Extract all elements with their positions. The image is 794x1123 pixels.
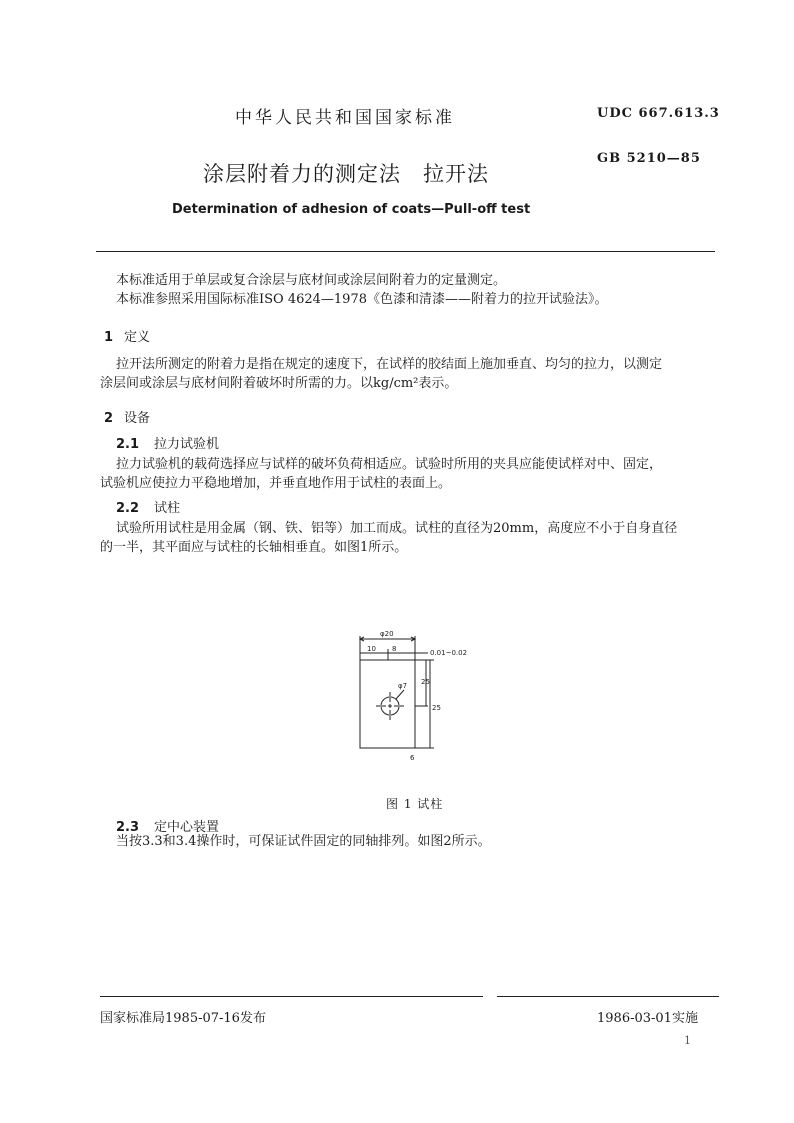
section-1-heading bbox=[104, 326, 150, 345]
column-outline bbox=[360, 660, 415, 748]
section-2-2-heading bbox=[116, 497, 180, 516]
dim-height-label: 25 bbox=[421, 678, 430, 686]
national-standard-heading: 中华人民共和国国家标准 bbox=[235, 108, 455, 128]
figure-mark-label: 6 bbox=[410, 754, 415, 762]
subsection-title: 定中心装置 bbox=[154, 820, 220, 835]
intro-line-1: 本标准适用于单层或复合涂层与底材间或涂层间附着力的定量测定。 bbox=[116, 273, 507, 288]
section-title: 定义 bbox=[124, 330, 151, 345]
page-number: 1 bbox=[684, 1034, 691, 1047]
dim-left-label: 10 bbox=[367, 645, 376, 653]
section-1-line-2: 涂层间或涂层与底材间附着破坏时所需的力。以kg/cm²表示。 bbox=[100, 376, 458, 391]
header-divider bbox=[96, 251, 715, 252]
footer-divider-left bbox=[100, 996, 483, 997]
subsection-title: 拉力试验机 bbox=[154, 437, 220, 452]
subsection-number: 2.2 bbox=[116, 501, 140, 516]
dim-diameter-label: φ20 bbox=[380, 630, 394, 638]
subsection-title: 试柱 bbox=[154, 501, 181, 516]
section-2-3-line-1: 当按3.3和3.4操作时，可保证试件固定的同轴排列。如图2所示。 bbox=[116, 834, 491, 849]
dim-side-label: 25 bbox=[432, 704, 441, 712]
section-2-2-line-2: 的一半，其平面应与试柱的长轴相垂直。如图1所示。 bbox=[100, 540, 408, 555]
dim-tolerance-label: 0.01~0.02 bbox=[430, 649, 468, 657]
title-sub: 拉开法 bbox=[423, 162, 489, 186]
section-1-line-1: 拉开法所测定的附着力是指在规定的速度下，在试样的胶结面上施加垂直、均匀的拉力，以测定 bbox=[116, 357, 663, 372]
figure-1-caption: 图 1 试柱 bbox=[386, 797, 444, 811]
section-2-2-line-1: 试验所用试柱是用金属（钢、铁、铝等）加工而成。试柱的直径为20mm，高度应不小于自身直径 bbox=[116, 521, 678, 536]
section-number: 1 bbox=[104, 330, 114, 345]
section-number: 2 bbox=[104, 411, 114, 426]
section-2-1-heading bbox=[116, 433, 219, 452]
intro-line-2: 本标准参照采用国际标准ISO 4624—1978《色漆和清漆——附着力的拉开试验法》。 bbox=[116, 292, 608, 307]
document-title-english: Determination of adhesion of coats—Pull-off test bbox=[172, 202, 531, 217]
issued-date: 国家标准局1985-07-16发布 bbox=[100, 1011, 266, 1026]
dim-hole-label: φ7 bbox=[398, 682, 408, 690]
udc-code: UDC 667.613.3 bbox=[597, 106, 720, 121]
title-main: 涂层附着力的测定法 bbox=[203, 162, 401, 186]
subsection-number: 2.3 bbox=[116, 820, 140, 835]
section-2-1-line-2: 试验机应使拉力平稳地增加，并垂直地作用于试柱的表面上。 bbox=[100, 476, 452, 491]
section-title: 设备 bbox=[124, 411, 151, 426]
footer-divider-right bbox=[497, 996, 719, 997]
document-title bbox=[203, 158, 489, 188]
section-2-1-line-1: 拉力试验机的载荷选择应与试样的破坏负荷相适应。试验时所用的夹具应能使试样对中、固定， bbox=[116, 457, 663, 472]
figure-1-test-column-drawing bbox=[350, 628, 490, 768]
dim-hole-offset-label: 8 bbox=[392, 645, 397, 653]
section-2-heading bbox=[104, 407, 150, 426]
gb-standard-number: GB 5210—85 bbox=[597, 151, 701, 166]
subsection-number: 2.1 bbox=[116, 437, 140, 452]
effective-date: 1986-03-01实施 bbox=[597, 1011, 698, 1026]
